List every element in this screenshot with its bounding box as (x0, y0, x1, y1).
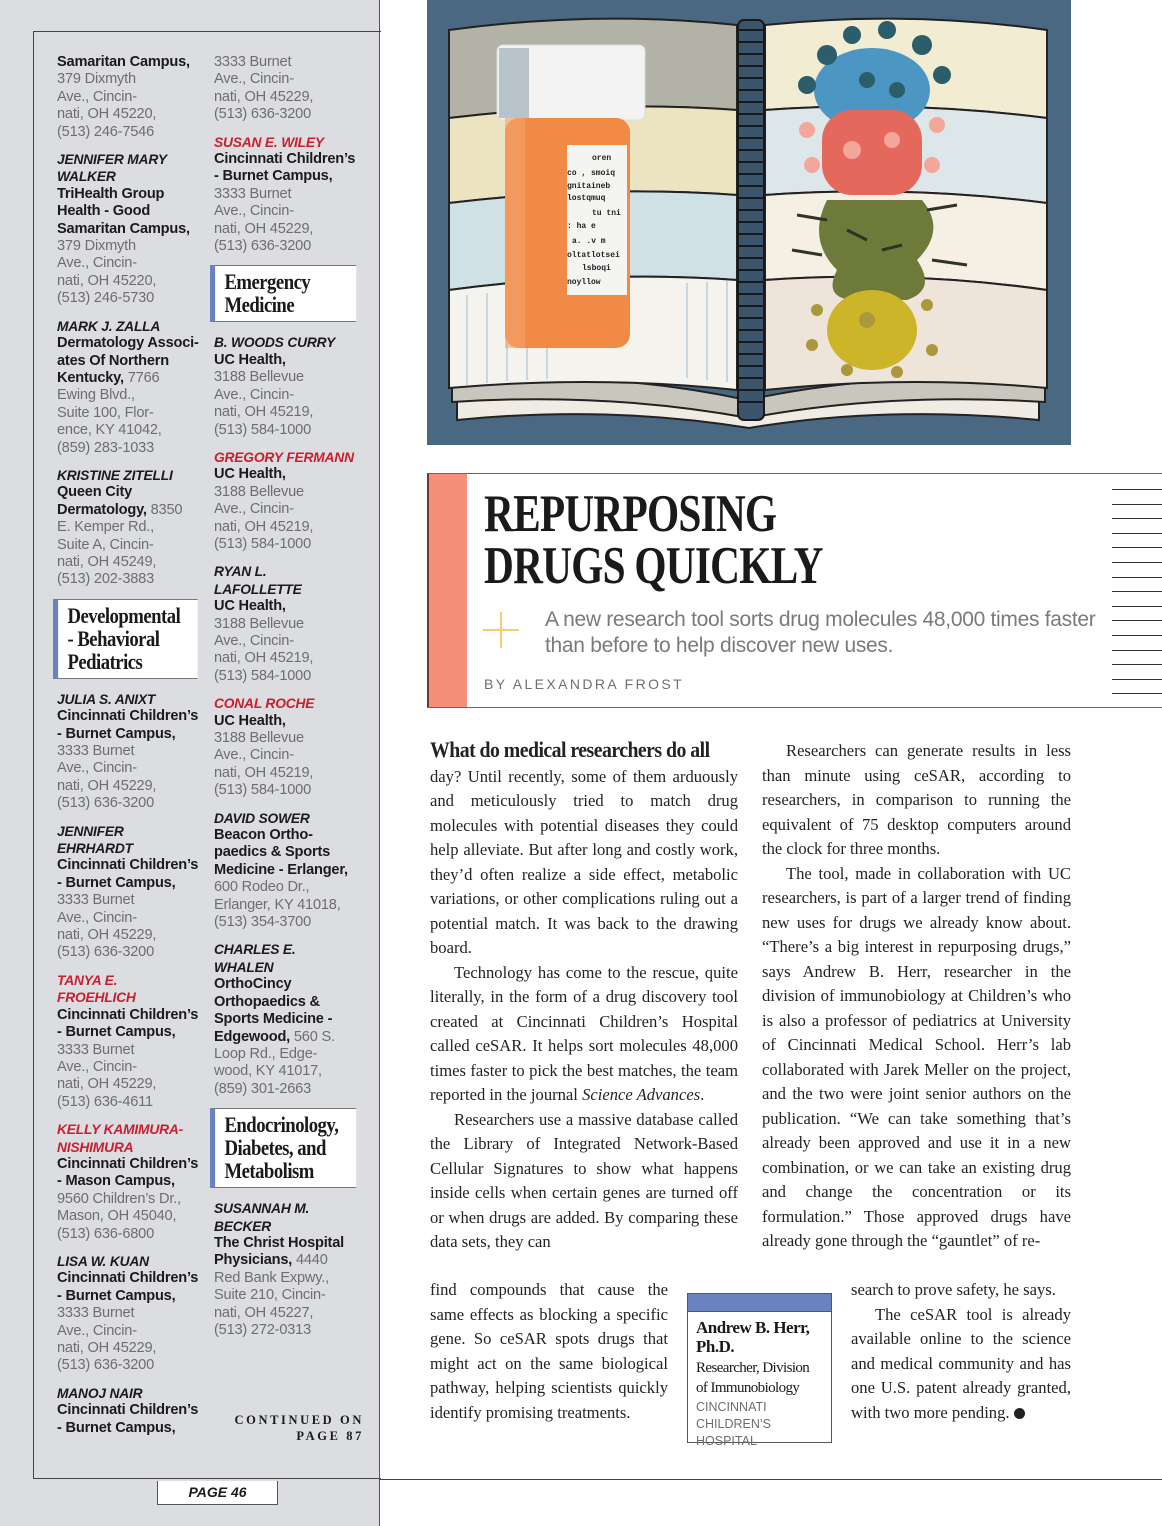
paragraph-text: Technology has come to the rescue, quite literally, in the form of a drug discovery tool created at Cincinnati Children’s Hospital called ceSAR. It helps sort molecules 48,000 times faster to pick the best matches, the team reported in the journal (430, 962, 738, 1104)
entry-address: 3188 Bellevue Ave., Cincin- nati, OH 45219, (513) 584-1000 (214, 483, 314, 552)
entry-address: 3188 Bellevue Ave., Cincin- nati, OH 45219, (513) 584-1000 (214, 730, 314, 799)
svg-text:oren: oren (592, 154, 612, 163)
directory-column-1 (57, 54, 202, 1447)
body-column-2 (762, 739, 1071, 1254)
entry-organization: UC Health, (214, 351, 286, 368)
section-heading-endocrinology: Endocrinology, Diabetes, and Metabolism (210, 1108, 356, 1188)
entry-address: 3188 Bellevue Ave., Cincin- nati, OH 45219, (513) 584-1000 (214, 615, 314, 684)
plus-icon (483, 612, 519, 648)
directory-entry (57, 1121, 202, 1243)
entry-name: GREGORY FERMANN (214, 449, 354, 465)
caption-color-bar (688, 1294, 831, 1312)
directory-entry (57, 151, 202, 308)
section-heading-emergency-medicine: Emergency Medicine (210, 265, 356, 322)
caption-role: Researcher, Division of Immunobiology (696, 1360, 810, 1396)
svg-text:gnitaineb: gnitaineb (567, 182, 611, 191)
entry-name: JULIA S. ANIXT (57, 691, 156, 707)
entry-address: 379 Dixmyth Ave., Cincin- nati, OH 45220, (513) 246-7546 (57, 71, 157, 140)
entry-address: 560 S. Loop Rd., Edge- wood, KY 41017, (859) 301-2663 (214, 1028, 335, 1097)
directory-entry (214, 563, 364, 685)
entry-address: 3333 Burnet Ave., Cincin- nati, OH 45229, (513) 636-3200 (57, 743, 157, 812)
svg-text:lostqmuq: lostqmuq (567, 194, 606, 203)
entry-address: 3333 Burnet Ave., Cincin- nati, OH 45229, (513) 636-4611 (57, 1041, 157, 1110)
caption-name: Andrew B. Herr, Ph.D. (696, 1318, 810, 1356)
entry-name: JENNIFER EHRHARDT (57, 823, 133, 857)
entry-address: 9560 Children’s Dr., Mason, OH 45040, (513) 636-6800 (57, 1190, 181, 1242)
directory-entry (214, 695, 364, 799)
notebook-pill-bottle-virus-illustration (427, 0, 1071, 445)
svg-text:tu tni: tu tni (592, 209, 621, 218)
entry-name: CHARLES E. WHALEN (214, 942, 296, 975)
entry-organization: UC Health, (214, 712, 286, 729)
entry-organization: OrthoCincy Orthopaedics & Sports Medicine - Edgewood, (214, 976, 333, 1045)
entry-name: LISA W. KUAN (57, 1253, 149, 1269)
svg-text:co , smoiq: co , smoiq (567, 169, 616, 178)
entry-organization: The Christ Hospital Physicians, (214, 1234, 344, 1269)
paragraph (430, 961, 738, 1108)
paragraph (430, 737, 738, 961)
directory-entry (214, 54, 364, 124)
entry-address: 3333 Burnet Ave., Cincin- nati, OH 45229, (513) 636-3200 (214, 54, 314, 123)
svg-text:lsboqi: lsboqi (582, 264, 611, 273)
entry-name: TANYA E. FROEHLICH (57, 972, 136, 1006)
entry-organization: Cincinnati Children’s - Mason Campus, (57, 1155, 199, 1190)
entry-name: MANOJ NAIR (57, 1385, 143, 1401)
end-mark-icon: C (1014, 1408, 1025, 1419)
article-subtitle: A new research tool sorts drug molecules 48,000 times faster than before to help discover new uses. (545, 608, 1096, 657)
article-header (427, 473, 1162, 708)
entry-organization: TriHealth Group Health - Good Samaritan Campus, (57, 185, 190, 237)
entry-organization: Cincinnati Children’s - Burnet Campus, (214, 151, 356, 185)
entry-name: KELLY KAMIMURA- NISHIMURA (57, 1122, 184, 1155)
paragraph-text: . (700, 1085, 705, 1104)
directory-entry (214, 134, 364, 256)
entry-organization: Queen City Dermatology, (57, 484, 147, 518)
entry-name: MARK J. ZALLA (57, 318, 161, 334)
directory-entry (57, 1253, 202, 1375)
title-line-2: DRUGS QUICKLY (484, 537, 823, 595)
paragraph-text: The ceSAR tool is already available online to the science and medical community and has one U.S. patent already granted, with two more pending. (851, 1304, 1071, 1422)
body-column-1-continued (430, 1278, 668, 1425)
svg-text:noyllow: noyllow (567, 278, 601, 287)
paragraph: Researchers use a massive database called the Library of Integrated Network-Based Cellular Signatures to show what happens inside cells when certain genes are turned off or when drugs are added. By comparing these data sets, they can (430, 1109, 738, 1251)
svg-text:oltatlotsei: oltatlotsei (567, 251, 620, 260)
directory-entry (57, 54, 202, 141)
entry-organization: Cincinnati Children’s - Burnet Campus, (57, 857, 199, 891)
entry-name: SUSANNAH M. BECKER (214, 1201, 310, 1234)
entry-organization: UC Health, (214, 598, 286, 615)
accent-bar (427, 474, 467, 707)
paragraph: find compounds that cause the same effects as blocking a specific gene. So ceSAR spots drugs that might act on the same biological pathway, helping scientists quickly identify promising treatments. (430, 1280, 668, 1422)
body-column-2-continued (851, 1278, 1071, 1425)
person-caption-box (687, 1293, 832, 1448)
entry-address: 600 Rodeo Dr., Erlanger, KY 41018, (513) 354-3700 (214, 879, 341, 931)
continued-on-label: CONTINUED ON PAGE 87 (234, 1413, 364, 1443)
title-line-1: REPURPOSING (484, 485, 777, 543)
article-illustration (427, 0, 1071, 445)
directory-entry (57, 691, 202, 813)
article-byline: BY ALEXANDRA FROST (484, 676, 685, 692)
directory-entry (57, 1385, 202, 1437)
lead-in: What do medical researchers do all (430, 737, 710, 762)
page-bottom-rule (380, 1479, 1162, 1480)
svg-text:: ha e: : ha e (567, 222, 596, 231)
entry-organization: Cincinnati Children’s - Burnet Campus, (57, 1402, 199, 1436)
directory-entry (57, 318, 202, 457)
directory-entry (214, 810, 364, 932)
directory-column-2 (214, 54, 364, 1349)
decorative-rules (1112, 489, 1162, 708)
entry-name: RYAN L. LAFOLLETTE (214, 564, 302, 597)
entry-organization: Samaritan Campus, (57, 54, 190, 70)
body-column-1 (430, 737, 738, 1255)
entry-address: 8350 E. Kemper Rd., Suite A, Cincin- nati, OH 45249, (513) 202-3883 (57, 501, 183, 588)
entry-name: B. WOODS CURRY (214, 335, 336, 351)
paragraph: Researchers can generate results in less than minute using ceSAR, according to researchers, in comparison to running the equivalent of 75 desktop computers around the clock for three months. (762, 741, 1071, 858)
directory-entry (214, 941, 364, 1098)
article-title (484, 485, 823, 595)
directory-entry (57, 823, 202, 962)
entry-organization: Cincinnati Children’s - Burnet Campus, (57, 708, 199, 742)
entry-address: 3333 Burnet Ave., Cincin- nati, OH 45229, (513) 636-3200 (57, 892, 157, 961)
entry-name: SUSAN E. WILEY (214, 134, 324, 150)
svg-text:a. .v m: a. .v m (572, 237, 606, 246)
entry-organization: Cincinnati Children’s - Burnet Campus, (57, 1270, 199, 1304)
entry-address: 3333 Burnet Ave., Cincin- nati, OH 45229, (513) 636-3200 (57, 1305, 157, 1374)
entry-name: CONAL ROCHE (214, 696, 315, 712)
entry-organization: Cincinnati Children’s - Burnet Campus, (57, 1006, 199, 1041)
entry-address: 379 Dixmyth Ave., Cincin- nati, OH 45220, (513) 246-5730 (57, 238, 157, 307)
entry-name: JENNIFER MARY WALKER (57, 152, 167, 185)
paragraph-text: day? Until recently, some of them arduously and meticulously tried to match drug molecules with potential diseases they could help alleviate. But after long and costly work, they’d often realize a side effect, metabolic variations, or other complications ruling out a potential match. It was back to the drawing board. (430, 766, 738, 957)
entry-name: KRISTINE ZITELLI (57, 467, 173, 483)
directory-entry (214, 449, 364, 553)
directory-entry (214, 1200, 364, 1339)
entry-organization: UC Health, (214, 466, 286, 483)
caption-institution: CINCINNATI CHILDREN’S HOSPITAL (696, 1400, 772, 1448)
journal-name: Science Advances (582, 1085, 701, 1104)
entry-organization: Beacon Ortho- paedics & Sports Medicine - Erlanger, (214, 827, 348, 878)
directory-entry (214, 334, 364, 438)
paragraph (851, 1303, 1071, 1426)
entry-address: 3188 Bellevue Ave., Cincin- nati, OH 45219, (513) 584-1000 (214, 369, 314, 438)
directory-entry (57, 972, 202, 1111)
paragraph: The tool, made in collaboration with UC researchers, is part of a larger trend of finding new uses for drugs we already know about. “There’s a big interest in repurposing drugs,” says Andrew B. Herr, researcher in the division of immunobiology at Children’s who is also a professor of pediatrics at University of Cincinnati Medical School. Herr’s lab collaborated with Jarek Meller on the project, and the two were joint senior authors on the publication. “We can take something that’s already been approved and use it in a new combination, or we can take an existing drug and change the concentration or its formulation.” Those approved drugs have already gone through the “gauntlet” of re- (762, 863, 1071, 1250)
directory-entry (57, 467, 202, 589)
entry-address: 7766 Ewing Blvd., Suite 100, Flor- ence, KY 41042, (859) 283-1033 (57, 369, 162, 456)
paragraph: search to prove safety, he says. (851, 1280, 1056, 1299)
entry-name: DAVID SOWER (214, 810, 310, 826)
page-number: PAGE 46 (157, 1481, 278, 1505)
entry-address: 3333 Burnet Ave., Cincin- nati, OH 45229, (513) 636-3200 (214, 185, 314, 255)
entry-address: 4440 Red Bank Expwy., Suite 210, Cincin- nati, OH 45227, (513) 272-0313 (214, 1252, 329, 1338)
section-heading-developmental-pediatrics: Developmental - Behavioral Pediatrics (53, 599, 198, 679)
entry-organization: Dermatology Associ- ates Of Northern Kentucky, (57, 335, 199, 386)
